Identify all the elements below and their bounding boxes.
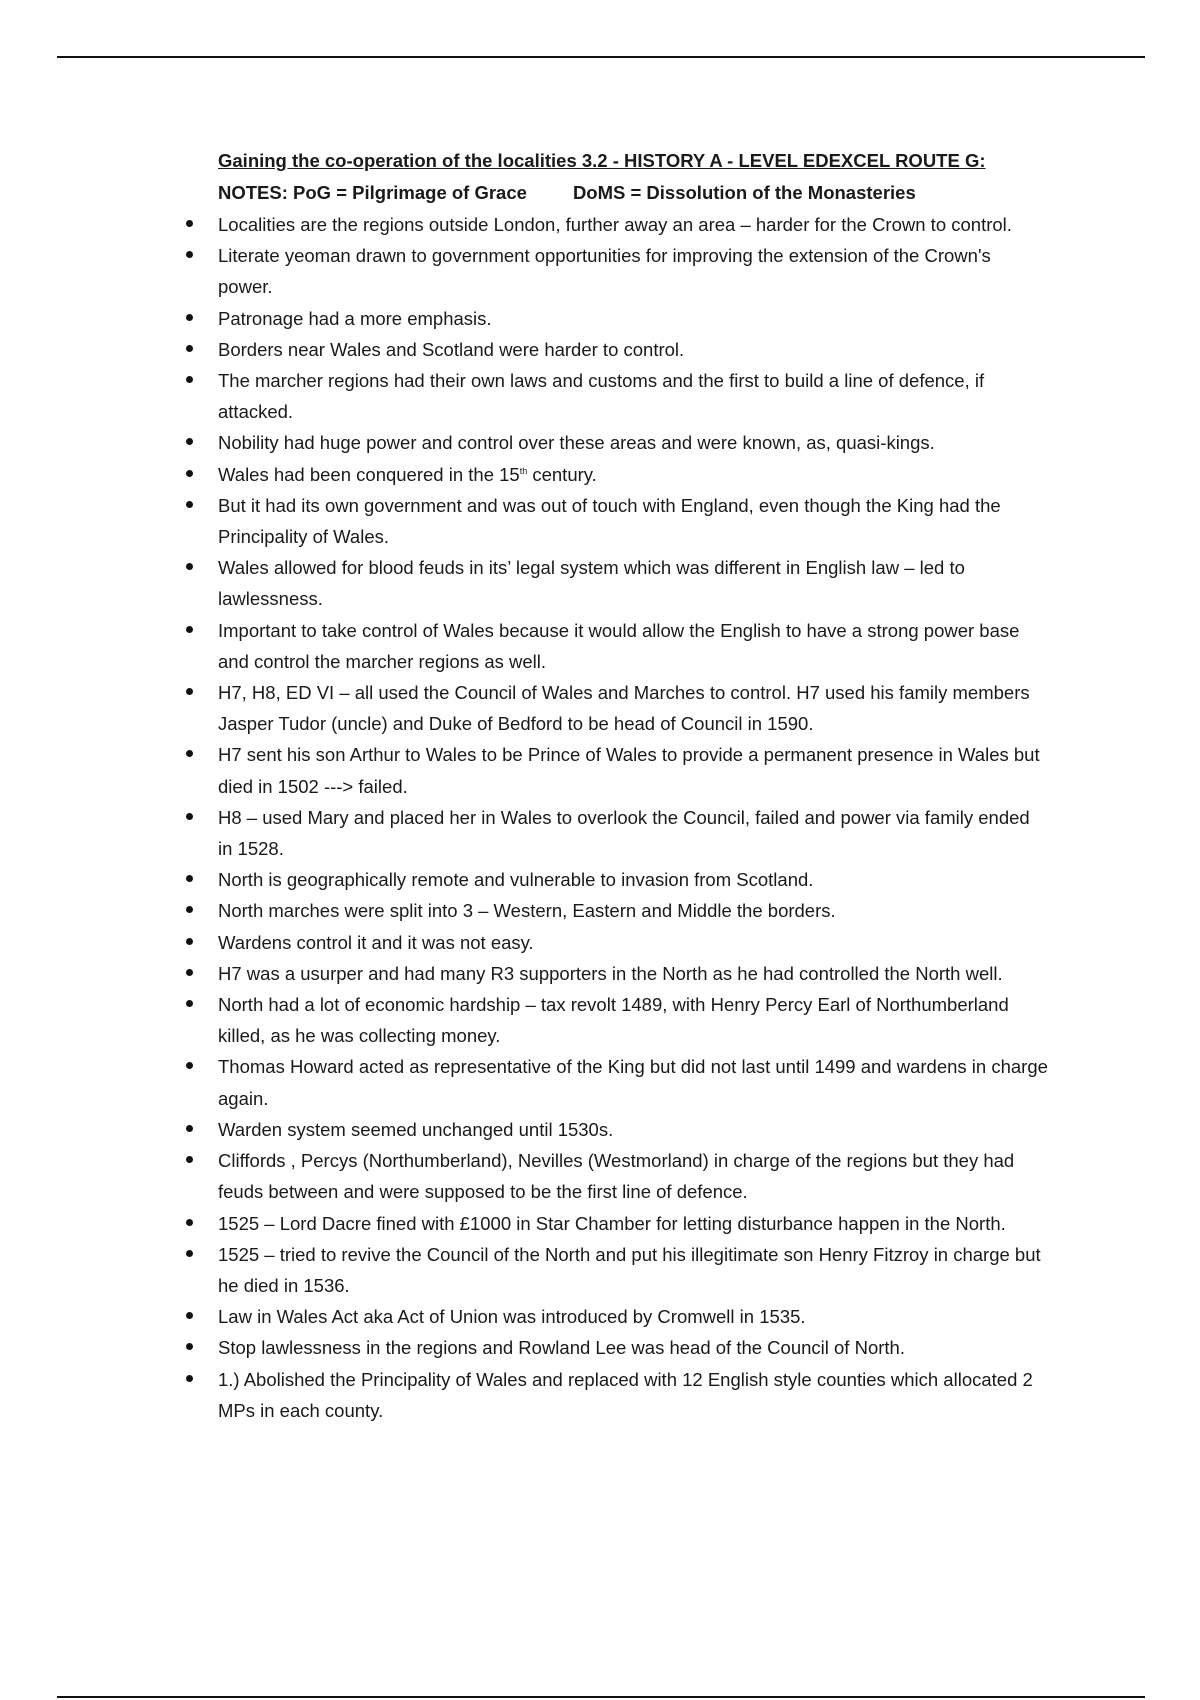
list-item [180, 240, 1048, 302]
bullet-icon [186, 563, 193, 570]
bullet-icon [186, 750, 193, 757]
list-item [180, 1364, 1048, 1426]
bullet-list [180, 209, 1080, 1426]
bullet-icon [186, 938, 193, 945]
bullet-icon [186, 1219, 193, 1226]
bullet-icon [186, 1156, 193, 1163]
list-item [180, 864, 1048, 895]
bullet-icon [186, 220, 193, 227]
list-item-text: Cliffords , Percys (Northumberland), Nevilles (Westmorland) in charge of the regions but they had feuds between and were supposed to be the first line of defence. [218, 1150, 1015, 1203]
list-item [180, 958, 1048, 989]
list-item [180, 427, 1048, 458]
superscript: th [519, 465, 528, 476]
bullet-icon [186, 1062, 193, 1069]
list-item-text: Localities are the regions outside London, further away an area – harder for the Crown to control. [218, 214, 1012, 235]
list-item-text: Wales allowed for blood feuds in its’ legal system which was different in English law – led to lawlessness. [218, 557, 965, 610]
list-item [180, 739, 1048, 801]
bullet-icon [186, 438, 193, 445]
list-item-text: North marches were split into 3 – Western, Eastern and Middle the borders. [218, 900, 836, 922]
bullet-icon [186, 376, 193, 383]
bullet-icon [186, 345, 193, 352]
list-item-text: Law in Wales Act aka Act of Union was introduced by Cromwell in 1535. [218, 1306, 806, 1328]
list-item-text: Borders near Wales and Scotland were harder to control. [218, 338, 685, 360]
bullet-icon [186, 251, 193, 258]
list-item [180, 615, 1048, 677]
list-item [180, 1114, 1048, 1145]
list-item-text: Nobility had huge power and control over these areas and were known, as, quasi-kings. [218, 432, 935, 454]
list-item [180, 459, 1048, 490]
list-item-text: Literate yeoman drawn to government opportunities for improving the extension of the Crown's power. [218, 245, 991, 298]
list-item-text: 1525 – tried to revive the Council of the North and put his illegitimate son Henry Fitzroy in charge but he died in 1536. [218, 1243, 1041, 1296]
list-item-text: But it had its own government and was out of touch with England, even though the King had the Principality of Wales. [218, 494, 1001, 548]
list-item-text-part: century. [527, 463, 597, 485]
bullet-icon [186, 1343, 193, 1350]
bullet-icon [186, 1000, 193, 1007]
list-item [180, 1051, 1048, 1113]
bullet-icon [186, 1312, 193, 1319]
bullet-icon [186, 1250, 193, 1257]
list-item [180, 209, 1048, 240]
list-item [180, 552, 1048, 614]
notes-pog: PoG = Pilgrimage of Grace [293, 182, 527, 203]
list-item-text: H7 sent his son Arthur to Wales to be Prince of Wales to provide a permanent presence in Wales but died in 1502 ---> failed. [218, 744, 1040, 797]
list-item-text: Warden system seemed unchanged until 1530s. [218, 1118, 614, 1140]
bottom-rule [57, 1696, 1145, 1698]
list-item-text: North is geographically remote and vulnerable to invasion from Scotland. [218, 869, 814, 891]
list-item-text: The marcher regions had their own laws and customs and the first to build a line of defence, if attacked. [218, 370, 985, 423]
bullet-icon [186, 314, 193, 321]
list-item [180, 490, 1048, 552]
list-item-text: H8 – used Mary and placed her in Wales to overlook the Council, failed and power via family ended in 1528. [218, 806, 1030, 860]
list-item [180, 1332, 1048, 1363]
list-item [180, 802, 1048, 864]
list-item-text: Wardens control it and it was not easy. [218, 931, 534, 953]
bullet-icon [186, 626, 193, 633]
list-item [180, 1145, 1048, 1207]
list-item [180, 1208, 1048, 1239]
bullet-icon [186, 969, 193, 976]
list-item [180, 334, 1048, 365]
bullet-icon [186, 813, 193, 820]
list-item-text: H7 was a usurper and had many R3 supporters in the North as he had controlled the North well. [218, 962, 1003, 984]
document-title: Gaining the co-operation of the localities 3.2 - HISTORY A - LEVEL EDEXCEL ROUTE G: [218, 150, 986, 171]
list-item [180, 989, 1048, 1051]
list-item-text: 1.) Abolished the Principality of Wales and replaced with 12 English style counties which allocated 2 MPs in each county. [218, 1368, 1033, 1421]
list-item-text: 1525 – Lord Dacre fined with £1000 in Star Chamber for letting disturbance happen in the North. [218, 1212, 1006, 1234]
list-item-text-part: Wales had been conquered in the 15 [218, 463, 520, 485]
list-item [180, 303, 1048, 334]
notes-label: NOTES: [218, 182, 288, 203]
list-item-text: North had a lot of economic hardship – tax revolt 1489, with Henry Percy Earl of Northumberland killed, as he was collecting money. [218, 994, 1009, 1047]
list-item-text: Stop lawlessness in the regions and Rowland Lee was head of the Council of North. [218, 1337, 905, 1359]
bullet-icon [186, 688, 193, 695]
bullet-icon [186, 906, 193, 913]
bullet-icon [186, 1375, 193, 1382]
notes-line [218, 177, 1080, 209]
list-item [180, 677, 1048, 739]
list-item [180, 1239, 1048, 1301]
list-item-text: Patronage had a more emphasis. [218, 307, 492, 329]
list-item-text: Thomas Howard acted as representative of the King but did not last until 1499 and wardens in charge again. [218, 1056, 1048, 1109]
list-item [180, 895, 1048, 926]
list-item-text: Important to take control of Wales because it would allow the English to have a strong power base and control the marcher regions as well. [218, 619, 1020, 672]
top-rule [57, 56, 1145, 58]
notes-doms: DoMS = Dissolution of the Monasteries [572, 182, 916, 203]
list-item [180, 1301, 1048, 1332]
list-item [180, 927, 1048, 958]
list-item [180, 365, 1048, 427]
bullet-icon [186, 875, 193, 882]
list-item-text [218, 464, 597, 485]
list-item-text: H7, H8, ED VI – all used the Council of Wales and Marches to control. H7 used his family members Jasper Tudor (uncle) and Duke of Bedford to be head of Council in 1590. [218, 682, 1030, 735]
document-body [180, 145, 1080, 1426]
bullet-icon [186, 470, 193, 477]
bullet-icon [186, 1125, 193, 1132]
bullet-icon [186, 501, 193, 508]
